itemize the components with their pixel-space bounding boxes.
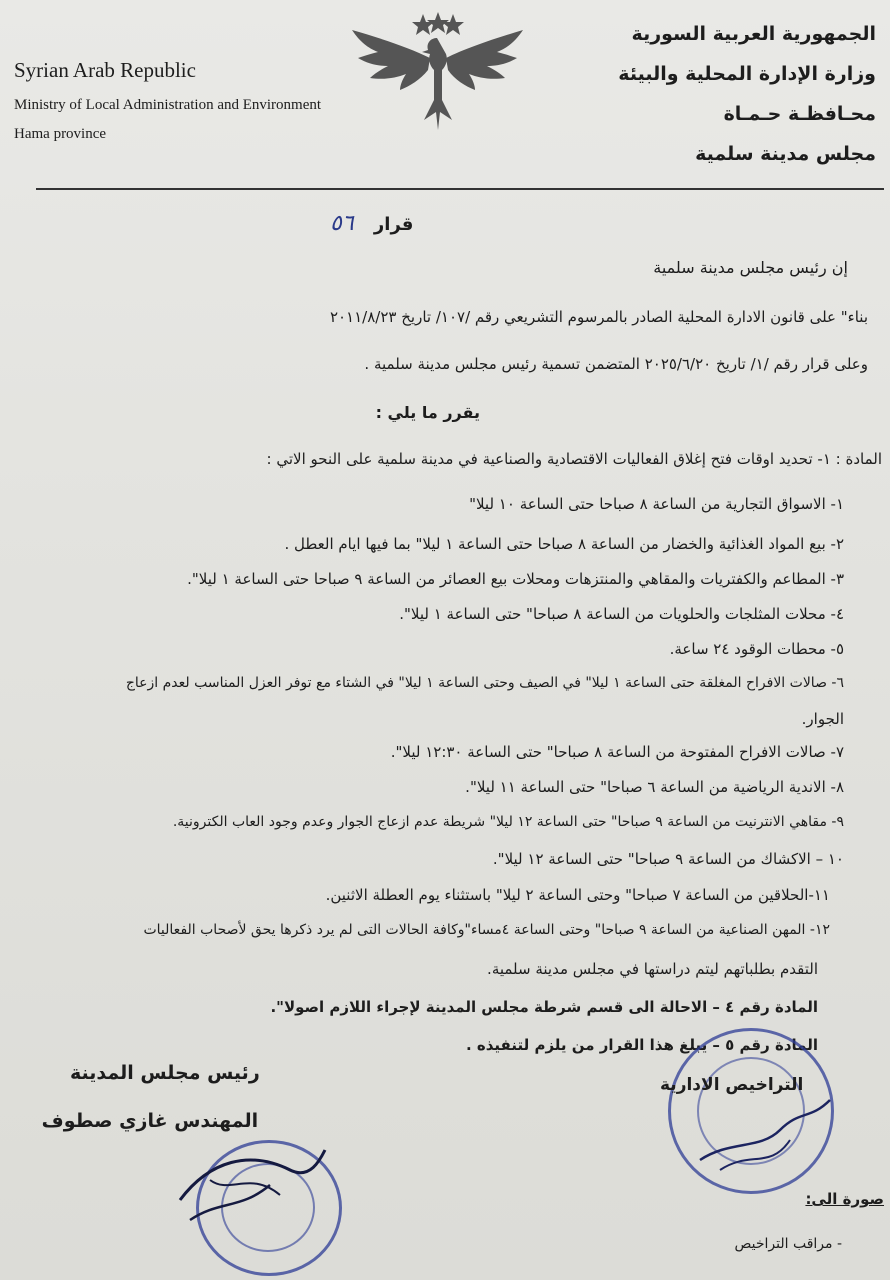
decision-label: قرار — [373, 214, 414, 235]
decision-title — [330, 210, 413, 236]
list-item-3: ٣- المطاعم والكفتريات والمقاهي والمنتزهات ومحلات بيع العصائر من الساعة ٩ صباحا حتى الساعة ١ ليلا". — [187, 570, 844, 588]
header-divider — [36, 188, 884, 190]
signatory-block — [41, 1062, 260, 1132]
eagle-emblem-icon — [350, 8, 525, 136]
list-item-9: ٩- مقاهي الانترنيت من الساعة ٩ صباحا" حتى الساعة ١٢ ليلا" شريطة عدم ازعاج الجوار وعدم وجود العاب الكترونية. — [172, 814, 844, 830]
signature-left-icon — [170, 1140, 330, 1250]
signature-right-icon — [690, 1080, 840, 1180]
signatory-title: رئيس مجلس المدينة — [70, 1062, 260, 1084]
header-arabic — [618, 14, 876, 174]
intro-line: إن رئيس مجلس مدينة سلمية — [653, 258, 848, 277]
header-ar-council: مجلس مدينة سلمية — [695, 143, 876, 165]
article-1: المادة : ١- تحديد اوقات فتح إغلاق الفعاليات الاقتصادية والصناعية في مدينة سلمية على النحو الاتي : — [266, 450, 882, 468]
list-item-8: ٨- الاندية الرياضية من الساعة ٦ صباحا" حتى الساعة ١١ ليلا". — [465, 778, 844, 796]
list-item-7: ٧- صالات الافراح المفتوحة من الساعة ٨ صباحا" حتى الساعة ١٢:٣٠ ليلا". — [390, 743, 844, 761]
list-item-2: ٢- بيع المواد الغذائية والخضار من الساعة ٨ صباحا حتى الساعة ١ ليلا" بما فيها ايام العطل . — [284, 535, 844, 553]
list-item-1: ١- الاسواق التجارية من الساعة ٨ صباحا حتى الساعة ١٠ ليلا" — [469, 495, 844, 513]
list-item-10: ١٠ – الاكشاك من الساعة ٩ صباحا" حتى الساعة ١٢ ليلا". — [492, 850, 844, 868]
header-en-country: Syrian Arab Republic — [14, 58, 196, 82]
licensing-dept-label: التراخيص الادارية — [660, 1075, 804, 1095]
list-item-4: ٤- محلات المثلجات والحلويات من الساعة ٨ صباحا" حتى الساعة ١ ليلا". — [399, 605, 844, 623]
header-ar-country: الجمهورية العربية السورية — [631, 23, 876, 45]
header-en-ministry: Ministry of Local Administration and Environment — [14, 97, 322, 113]
article-4: المادة رقم ٤ – الاحالة الى قسم شرطة مجلس المدينة لإجراء اللازم اصولا". — [270, 998, 818, 1016]
article-5: المادة رقم ٥ – يبلغ هذا القرار من يلزم لتنفيذه . — [465, 1036, 818, 1054]
signatory-name: المهندس غازي صطوف — [41, 1110, 259, 1132]
header-en-province: Hama province — [14, 126, 107, 142]
basis-line-2: وعلى قرار رقم /١/ تاريخ ٢٠٢٥/٦/٢٠ المتضمن تسمية رئيس مجلس مدينة سلمية . — [364, 355, 868, 373]
basis-line-1: بناء" على قانون الادارة المحلية الصادر بالمرسوم التشريعي رقم /١٠٧/ تاريخ ٢٠١١/٨/٢٣ — [329, 308, 868, 326]
decides-heading: يقرر ما يلي : — [375, 403, 480, 422]
list-item-11: ١١-الحلاقين من الساعة ٧ صباحا" وحتى الساعة ٢ ليلا" باستثناء يوم العطلة الاثنين. — [325, 886, 830, 904]
list-item-6-cont: الجوار. — [801, 710, 844, 728]
decision-number: ٥٦ — [330, 210, 354, 235]
header-ar-ministry: وزارة الإدارة المحلية والبيئة — [618, 63, 876, 85]
list-item-6: ٦- صالات الافراح المغلقة حتى الساعة ١ ليلا" في الصيف وحتى الساعة ١ ليلا" في الشتاء مع توفر العزل المناسب لعدم ازعاج — [125, 675, 844, 691]
list-item-12: ١٢- المهن الصناعية من الساعة ٩ صباحا" وحتى الساعة ٤مساء"وكافة الحالات التى لم يرد ذكرها يحق لأصحاب الفعاليات — [143, 922, 830, 938]
header-english — [14, 58, 321, 143]
copy-to-label: صورة الى: — [805, 1190, 884, 1208]
list-item-5: ٥- محطات الوقود ٢٤ ساعة. — [669, 640, 844, 658]
header-ar-province: محـافظـة حـمـاة — [723, 103, 876, 125]
list-item-12-cont: التقدم بطلباتهم ليتم دراستها في مجلس مدينة سلمية. — [487, 960, 818, 978]
copy-to-item: - مراقب التراخيص — [734, 1236, 842, 1252]
